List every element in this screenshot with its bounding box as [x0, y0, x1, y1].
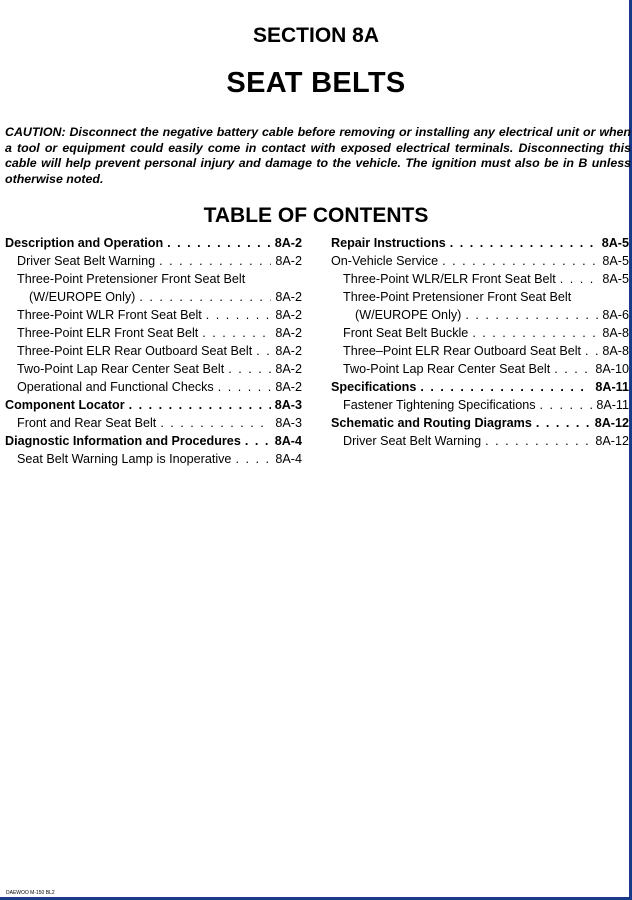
toc-entry[interactable] [5, 342, 302, 360]
toc-entry[interactable] [5, 270, 302, 306]
toc-leader-dots [139, 288, 271, 306]
toc-entry[interactable] [5, 306, 302, 324]
toc-page-number: 8A-12 [594, 416, 629, 430]
toc-left-column [5, 234, 302, 468]
toc-entry-label: Diagnostic Information and Procedures [5, 434, 241, 448]
toc-leader-dots [554, 360, 591, 378]
toc-page-number: 8A-10 [595, 362, 629, 376]
toc-entry[interactable] [5, 414, 302, 432]
toc-entry-label: Two-Point Lap Rear Center Seat Belt [17, 362, 225, 376]
toc-leader-dots [129, 396, 271, 414]
toc-entry-label: Three-Point ELR Front Seat Belt [17, 326, 199, 340]
toc-page-number: 8A-12 [595, 434, 629, 448]
toc-entry-label: Description and Operation [5, 236, 164, 250]
toc-leader-dots [442, 252, 598, 270]
toc-leader-dots [245, 432, 271, 450]
toc-entry-label: Front Seat Belt Buckle [343, 326, 469, 340]
toc-leader-dots [202, 324, 271, 342]
toc-page-number: 8A-2 [275, 362, 302, 376]
toc-entry[interactable] [5, 252, 302, 270]
toc-page-number: 8A-2 [275, 254, 302, 268]
toc-entry-label: Repair Instructions [331, 236, 446, 250]
toc-entry-label: Specifications [331, 380, 417, 394]
toc-entry-label: Seat Belt Warning Lamp is Inoperative [17, 452, 232, 466]
page-title: SEAT BELTS [226, 67, 406, 99]
toc-leader-dots [485, 432, 591, 450]
toc-page-number: 8A-2 [275, 380, 302, 394]
toc-page-number: 8A-6 [602, 308, 629, 322]
toc-entry-label: Schematic and Routing Diagrams [331, 416, 532, 430]
toc-entry[interactable] [331, 360, 629, 378]
toc-page-number: 8A-2 [275, 290, 302, 304]
toc-entry-label-cont: (W/EUROPE Only) [355, 308, 462, 322]
toc-leader-dots [585, 342, 598, 360]
toc-entry-label: Front and Rear Seat Belt [17, 416, 157, 430]
toc-heading-entry[interactable] [5, 396, 302, 414]
toc-entry[interactable] [331, 324, 629, 342]
toc-entry-label: Component Locator [5, 398, 125, 412]
toc-entry[interactable] [5, 378, 302, 396]
toc-entry-label-cont: (W/EUROPE Only) [29, 290, 136, 304]
toc-entry-label: Driver Seat Belt Warning [343, 434, 482, 448]
toc-page-number: 8A-5 [602, 272, 629, 286]
toc-entry[interactable] [331, 288, 629, 324]
toc-page-number: 8A-8 [602, 326, 629, 340]
toc-leader-dots [420, 378, 591, 396]
toc-page-number: 8A-5 [602, 254, 629, 268]
section-label: SECTION 8A [252, 24, 380, 47]
toc-page-number: 8A-2 [275, 308, 302, 322]
toc-entry[interactable] [331, 396, 629, 414]
toc-heading-entry[interactable] [331, 378, 629, 396]
toc-heading-entry[interactable] [331, 234, 629, 252]
toc-leader-dots [218, 378, 272, 396]
toc-entry-label: Three-Point Pretensioner Front Seat Belt [17, 272, 246, 286]
toc-page-number: 8A-5 [601, 236, 629, 250]
toc-heading-entry[interactable] [331, 414, 629, 432]
toc-leader-dots [465, 306, 598, 324]
toc-leader-dots [540, 396, 593, 414]
toc-entry[interactable] [331, 252, 629, 270]
toc-entry-label: Three–Point ELR Rear Outboard Seat Belt [343, 344, 582, 358]
toc-leader-dots [160, 414, 271, 432]
footer-code: DAEWOO M-150 BL2 [6, 890, 55, 896]
toc-entry-line [331, 306, 629, 324]
toc-entry-label: Driver Seat Belt Warning [17, 254, 156, 268]
toc-title: TABLE OF CONTENTS [203, 204, 429, 227]
toc-entry[interactable] [331, 432, 629, 450]
toc-entry[interactable] [5, 450, 302, 468]
toc-page-number: 8A-3 [274, 398, 302, 412]
toc-page-number: 8A-4 [274, 434, 302, 448]
toc-leader-dots [167, 234, 271, 252]
toc-leader-dots [450, 234, 598, 252]
toc-page-number: 8A-3 [275, 416, 302, 430]
caution-notice: CAUTION: Disconnect the negative battery cable before removing or installing any electrical unit or when a tool or equipment could easily come in contact with exposed electrical terminals. Disconnecting this cable will help prevent personal injury and damage to the vehicle. The ignition must also be in B unless otherwise noted. [5, 125, 631, 186]
toc-page-number: 8A-2 [274, 236, 302, 250]
toc-entry-label: Three-Point Pretensioner Front Seat Belt [343, 290, 572, 304]
toc-entry-label: Two-Point Lap Rear Center Seat Belt [343, 362, 551, 376]
toc-entry-label: Three-Point ELR Rear Outboard Seat Belt [17, 344, 253, 358]
toc-leader-dots [256, 342, 271, 360]
toc-entry-label: On-Vehicle Service [331, 254, 439, 268]
toc-page-number: 8A-8 [602, 344, 629, 358]
toc-page-number: 8A-11 [596, 398, 629, 412]
toc-leader-dots [472, 324, 598, 342]
toc-leader-dots [206, 306, 272, 324]
toc-right-column [331, 234, 629, 450]
toc-entry[interactable] [331, 270, 629, 288]
toc-entry-label: Fastener Tightening Specifications [343, 398, 536, 412]
toc-page-number: 8A-2 [275, 344, 302, 358]
toc-page-number: 8A-11 [595, 380, 629, 394]
toc-entry[interactable] [5, 360, 302, 378]
toc-entry-label: Operational and Functional Checks [17, 380, 214, 394]
toc-entry[interactable] [5, 324, 302, 342]
toc-entry-label: Three-Point WLR Front Seat Belt [17, 308, 202, 322]
toc-leader-dots [159, 252, 271, 270]
toc-page-number: 8A-2 [275, 326, 302, 340]
toc-leader-dots [536, 414, 591, 432]
toc-leader-dots [560, 270, 599, 288]
toc-page-number: 8A-4 [275, 452, 302, 466]
toc-leader-dots [228, 360, 271, 378]
toc-heading-entry[interactable] [5, 234, 302, 252]
toc-entry[interactable] [331, 342, 629, 360]
toc-heading-entry[interactable] [5, 432, 302, 450]
toc-entry-line [5, 288, 302, 306]
toc-leader-dots [235, 450, 271, 468]
toc-entry-label: Three-Point WLR/ELR Front Seat Belt [343, 272, 556, 286]
